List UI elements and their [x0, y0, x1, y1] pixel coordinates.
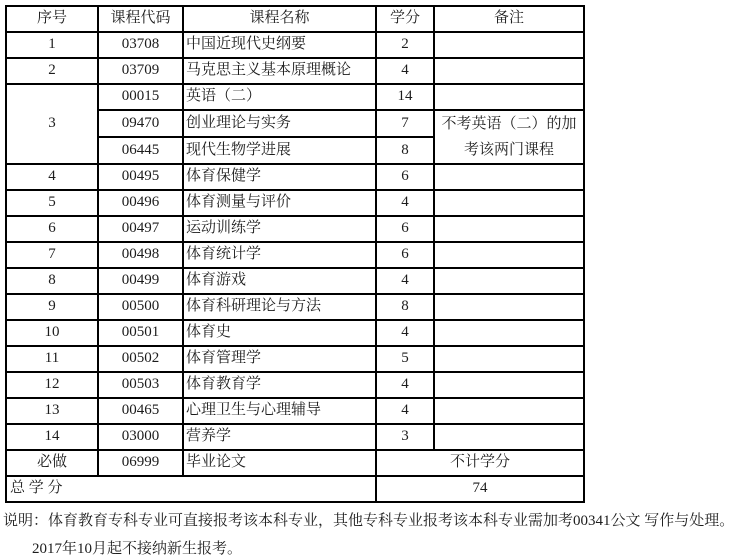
- code-cell: 00503: [98, 372, 183, 398]
- seq-cell: 10: [6, 320, 98, 346]
- header-credits: 学分: [376, 6, 434, 32]
- credits-cell: 8: [376, 137, 434, 164]
- credits-cell: 3: [376, 424, 434, 450]
- name-cell: 心理卫生与心理辅导: [183, 398, 376, 424]
- seq-cell: 9: [6, 294, 98, 320]
- name-cell: 体育测量与评价: [183, 190, 376, 216]
- name-cell: 体育统计学: [183, 242, 376, 268]
- table-row: [6, 84, 584, 110]
- table-row: [6, 294, 584, 320]
- remark-cell: [434, 216, 584, 242]
- name-cell: 马克思主义基本原理概论: [183, 58, 376, 84]
- name-cell: 现代生物学进展: [183, 137, 376, 164]
- note-line-1: 说明：体育教育专科专业可直接报考该本科专业，其他专科专业报考该本科专业需加考00341公文 写作与处理。: [3, 513, 734, 529]
- header-seq: 序号: [6, 6, 98, 32]
- table-row: [6, 346, 584, 372]
- credits-cell: 6: [376, 216, 434, 242]
- table-row: [6, 216, 584, 242]
- code-cell: 00501: [98, 320, 183, 346]
- seq-cell: 必做: [6, 450, 98, 476]
- code-cell: 00465: [98, 398, 183, 424]
- credits-cell: 4: [376, 268, 434, 294]
- remark-cell: [434, 84, 584, 110]
- header-remark: 备注: [434, 6, 584, 32]
- seq-cell: 1: [6, 32, 98, 58]
- remark-cell: [434, 398, 584, 424]
- credits-cell: 2: [376, 32, 434, 58]
- total-value-cell: 74: [376, 476, 584, 502]
- table-row: [6, 32, 584, 58]
- table-row: [6, 164, 584, 190]
- credits-cell: 4: [376, 320, 434, 346]
- total-row: [6, 476, 584, 502]
- name-cell: 英语（二）: [183, 84, 376, 110]
- credits-cell: 4: [376, 58, 434, 84]
- remark-cell: [434, 372, 584, 398]
- name-cell: 中国近现代史纲要: [183, 32, 376, 58]
- course-table: [5, 5, 585, 503]
- remark-cell: [434, 268, 584, 294]
- header-name: 课程名称: [183, 6, 376, 32]
- note-line-2: 2017年10月起不接纳新生报考。: [32, 541, 243, 557]
- header-code: 课程代码: [98, 6, 183, 32]
- seq-cell: 7: [6, 242, 98, 268]
- code-cell: 00495: [98, 164, 183, 190]
- name-cell: 体育管理学: [183, 346, 376, 372]
- seq-cell: 14: [6, 424, 98, 450]
- seq-cell: 6: [6, 216, 98, 242]
- remark-cell: [434, 242, 584, 268]
- remark-cell: 不考英语（二）的加考该两门课程: [434, 110, 584, 164]
- credits-cell: 6: [376, 164, 434, 190]
- credits-cell: 7: [376, 110, 434, 137]
- code-cell: 06445: [98, 137, 183, 164]
- name-cell: 体育保健学: [183, 164, 376, 190]
- notes: [3, 509, 734, 558]
- credits-cell: 5: [376, 346, 434, 372]
- name-cell: 毕业论文: [183, 450, 376, 476]
- credits-cell: 4: [376, 398, 434, 424]
- seq-cell: 3: [6, 84, 98, 164]
- credits-cell: 4: [376, 372, 434, 398]
- table-row: [6, 268, 584, 294]
- code-cell: 06999: [98, 450, 183, 476]
- code-cell: 00499: [98, 268, 183, 294]
- name-cell: 体育教育学: [183, 372, 376, 398]
- code-cell: 00497: [98, 216, 183, 242]
- code-cell: 00015: [98, 84, 183, 110]
- name-cell: 体育史: [183, 320, 376, 346]
- table-row: [6, 58, 584, 84]
- credits-cell: 6: [376, 242, 434, 268]
- credits-cell: 14: [376, 84, 434, 110]
- seq-cell: 4: [6, 164, 98, 190]
- header-row: [6, 6, 584, 32]
- table-row: [6, 424, 584, 450]
- remark-cell: [434, 32, 584, 58]
- name-cell: 营养学: [183, 424, 376, 450]
- code-cell: 00498: [98, 242, 183, 268]
- name-cell: 体育科研理论与方法: [183, 294, 376, 320]
- code-cell: 00496: [98, 190, 183, 216]
- seq-cell: 12: [6, 372, 98, 398]
- code-cell: 09470: [98, 110, 183, 137]
- code-cell: 03000: [98, 424, 183, 450]
- credits-note-cell: 不计学分: [376, 450, 584, 476]
- code-cell: 00500: [98, 294, 183, 320]
- table-row: [6, 398, 584, 424]
- seq-cell: 13: [6, 398, 98, 424]
- seq-cell: 2: [6, 58, 98, 84]
- thesis-row: [6, 450, 584, 476]
- remark-cell: [434, 58, 584, 84]
- credits-cell: 8: [376, 294, 434, 320]
- table-row: [6, 242, 584, 268]
- name-cell: 运动训练学: [183, 216, 376, 242]
- seq-cell: 8: [6, 268, 98, 294]
- table-row: [6, 320, 584, 346]
- table-row: [6, 372, 584, 398]
- table-row: [6, 190, 584, 216]
- seq-cell: 5: [6, 190, 98, 216]
- remark-cell: [434, 346, 584, 372]
- code-cell: 03708: [98, 32, 183, 58]
- remark-cell: [434, 320, 584, 346]
- name-cell: 体育游戏: [183, 268, 376, 294]
- total-label-cell: 总 学 分: [6, 476, 376, 502]
- remark-cell: [434, 190, 584, 216]
- code-cell: 00502: [98, 346, 183, 372]
- code-cell: 03709: [98, 58, 183, 84]
- remark-cell: [434, 294, 584, 320]
- remark-cell: [434, 164, 584, 190]
- seq-cell: 11: [6, 346, 98, 372]
- remark-cell: [434, 424, 584, 450]
- credits-cell: 4: [376, 190, 434, 216]
- name-cell: 创业理论与实务: [183, 110, 376, 137]
